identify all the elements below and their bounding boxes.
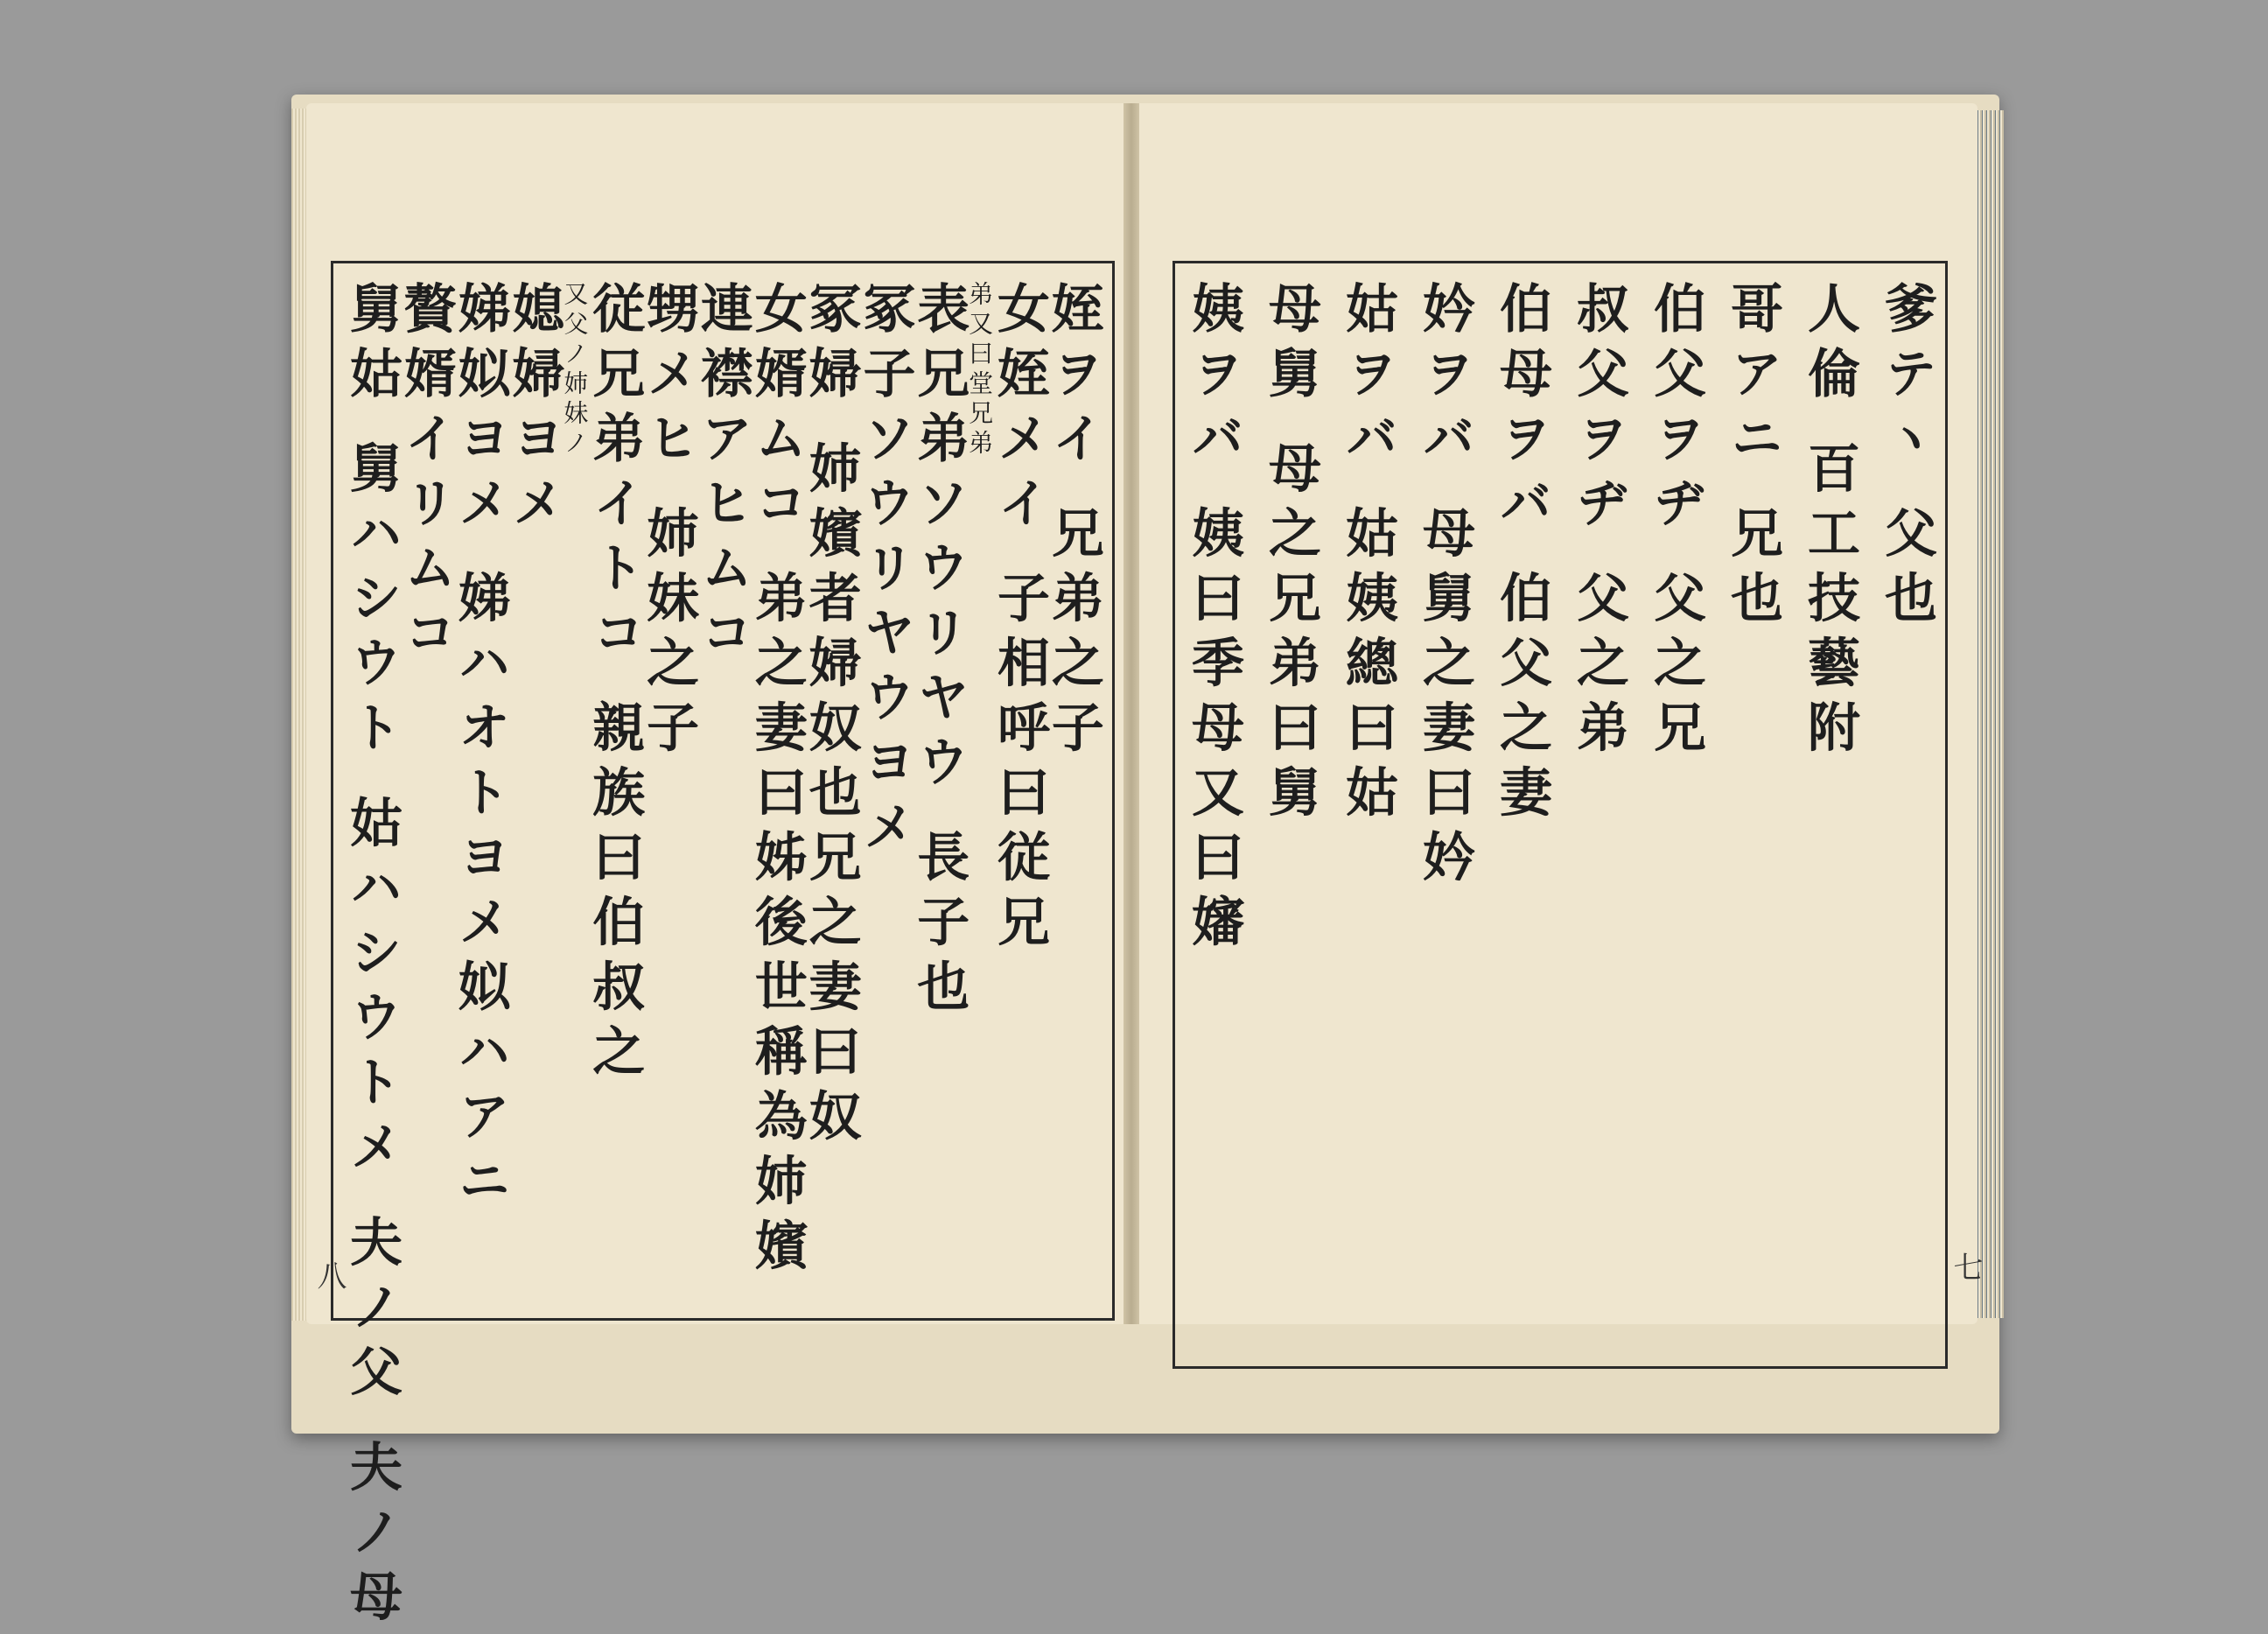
left-page-column-1: 女姪メイ 子相呼曰従兄 bbox=[988, 281, 1050, 959]
left-page-column-3: 表兄弟ソウリヤウ 長子也 bbox=[908, 281, 970, 1024]
left-page-column-7: 連襟アヒムコ bbox=[691, 281, 753, 670]
left-page-column-4: 冢子ソウリヤウヨメ bbox=[854, 281, 916, 864]
right-page-column-1: 人倫 百工技藝附 bbox=[1799, 281, 1860, 765]
left-page-column-10: 又父ノ姉妹ノ bbox=[560, 281, 590, 459]
left-page-column-6: 女婿ムコ 弟之妻曰姊後世稱為姉嬪 bbox=[746, 281, 808, 1283]
right-page-column-6: 妗ヲバ 母舅之妻曰妗 bbox=[1414, 281, 1475, 894]
book-gutter bbox=[1124, 103, 1139, 1324]
left-page-column-0: 姪ヲイ 兄弟之子 bbox=[1042, 281, 1104, 765]
left-page-column-12: 娣姒ヨメ 娣ハオトヨメ姒ハアニ bbox=[449, 281, 511, 1218]
left-columns bbox=[333, 263, 1112, 1634]
right-columns bbox=[1175, 263, 1945, 1366]
left-page-column-14: 舅姑 舅ハシウト 姑ハシウトメ 夫ノ父 夫ノ母 bbox=[341, 281, 402, 1634]
right-text-frame bbox=[1172, 261, 1948, 1369]
left-text-frame bbox=[331, 261, 1115, 1634]
left-page-column-5: 冢婦 姉嬪者婦奴也兄之妻曰奴 bbox=[800, 281, 862, 1154]
left-folio: 八 bbox=[312, 1260, 346, 1290]
right-page-column-3: 伯父ヲヂ 父之兄 bbox=[1645, 281, 1706, 765]
right-folio: 七 bbox=[1948, 1252, 1983, 1281]
right-page-column-8: 母舅 母之兄弟曰舅 bbox=[1260, 281, 1321, 830]
right-page-column-0: 爹テヽ 父也 bbox=[1876, 281, 1937, 635]
right-page-column-4: 叔父ヲヂ 父之弟 bbox=[1568, 281, 1629, 765]
page-edges-right bbox=[1974, 110, 2004, 1318]
left-page-column-11: 媳婦ヨメ bbox=[503, 281, 565, 540]
left-page-column-13: 贅婿イリムコ bbox=[395, 281, 457, 670]
right-page-column-9: 姨ヲバ 姨曰季母又曰嬸 bbox=[1183, 281, 1244, 959]
left-page-column-8: 甥メヒ 姉妹之子 bbox=[638, 281, 700, 765]
right-page-column-5: 伯母ヲバ 伯父之妻 bbox=[1491, 281, 1552, 830]
left-page-column-2: 弟又曰堂兄弟 bbox=[965, 281, 995, 459]
right-page-column-7: 姑ヲバ 姑姨總曰姑 bbox=[1337, 281, 1398, 830]
left-page-column-9: 従兄弟イトコ 親族曰伯叔之 bbox=[584, 281, 646, 1089]
right-page-column-2: 哥アニ 兄也 bbox=[1722, 281, 1783, 635]
